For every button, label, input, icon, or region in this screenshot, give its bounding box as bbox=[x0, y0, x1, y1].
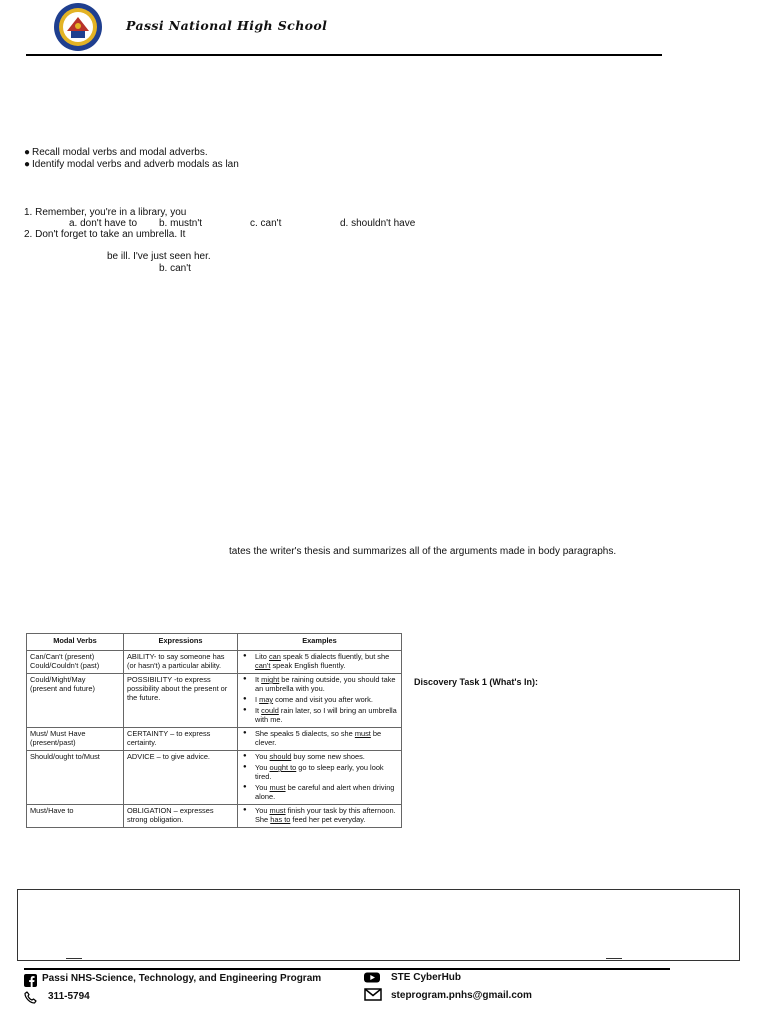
school-name: Passi National High School bbox=[126, 18, 328, 33]
q3-option-b: b. can't bbox=[159, 263, 191, 274]
example-text: finish your task by this afternoon. She bbox=[255, 806, 396, 824]
youtube-icon bbox=[364, 971, 380, 984]
table-row bbox=[27, 751, 402, 805]
example-item bbox=[241, 752, 398, 761]
phone-icon bbox=[24, 991, 37, 1004]
bullet-icon: ● bbox=[24, 147, 31, 158]
examples-cell bbox=[238, 651, 402, 674]
example-text: You bbox=[255, 752, 270, 761]
header-divider bbox=[26, 54, 662, 56]
answer-box bbox=[17, 889, 740, 961]
modal-word: can't bbox=[255, 661, 271, 670]
expression-cell: OBLIGATION – expresses strong obligation. bbox=[124, 805, 238, 828]
examples-list bbox=[241, 652, 398, 670]
example-item bbox=[241, 763, 398, 781]
footer-email-text: steprogram.pnhs@gmail.com bbox=[391, 990, 532, 1001]
modal-verb-cell bbox=[27, 805, 124, 828]
question-2: 2. Don't forget to take an umbrella. It bbox=[24, 229, 186, 240]
modal-verb-line: Should/ought to/Must bbox=[30, 752, 100, 761]
modal-verbs-table bbox=[26, 633, 402, 828]
modal-verb-cell bbox=[27, 674, 124, 728]
question-3-fragment: be ill. I've just seen her. bbox=[107, 251, 211, 262]
question-1: 1. Remember, you're in a library, you bbox=[24, 207, 187, 218]
example-text: speak English fluently. bbox=[270, 661, 346, 670]
q1-option-c: c. can't bbox=[250, 218, 282, 229]
modal-word: ought to bbox=[269, 763, 297, 772]
modal-word: must bbox=[269, 806, 286, 815]
example-item bbox=[241, 652, 398, 670]
modal-verb-cell bbox=[27, 751, 124, 805]
example-text: You bbox=[255, 806, 270, 815]
modal-word: must bbox=[354, 729, 371, 738]
modal-verb-cell bbox=[27, 728, 124, 751]
examples-list bbox=[241, 675, 398, 724]
thesis-text: tates the writer's thesis and summarizes all of the arguments made in body paragraphs. bbox=[229, 546, 617, 557]
examples-list bbox=[241, 752, 398, 801]
answer-blank bbox=[606, 958, 622, 959]
objective-item: ● Identify modal verbs and adverb modals as lan bbox=[24, 159, 239, 170]
table-row bbox=[27, 728, 402, 751]
example-item bbox=[241, 695, 398, 704]
example-text: be clever. bbox=[255, 729, 382, 747]
modal-verb-line: (present and future) bbox=[30, 684, 95, 693]
examples-cell bbox=[238, 751, 402, 805]
table-row bbox=[27, 674, 402, 728]
examples-list bbox=[241, 806, 398, 824]
example-text: I bbox=[255, 695, 260, 704]
modal-word: should bbox=[269, 752, 292, 761]
example-text: speak 5 dialects fluently, but she bbox=[280, 652, 390, 661]
modal-verb-line: Must/Have to bbox=[30, 806, 74, 815]
table-row bbox=[27, 651, 402, 674]
table-header-row bbox=[27, 634, 402, 651]
modal-verb-line: Can/Can't (present) bbox=[30, 652, 95, 661]
objective-item: ● Recall modal verbs and modal adverbs. bbox=[24, 147, 208, 158]
q1-option-b: b. mustn't bbox=[159, 218, 203, 229]
modal-word: might bbox=[261, 675, 280, 684]
school-seal-icon bbox=[53, 2, 103, 52]
expression-cell: CERTAINTY – to express certainty. bbox=[124, 728, 238, 751]
answer-blank bbox=[66, 958, 82, 959]
modal-verb-line: Could/Couldn't (past) bbox=[30, 661, 100, 670]
expression-cell: ABILITY- to say someone has (or hasn't) a particular ability. bbox=[124, 651, 238, 674]
example-item bbox=[241, 675, 398, 693]
example-text: feed her pet everyday. bbox=[290, 815, 366, 824]
q1-option-d: d. shouldn't have bbox=[340, 218, 416, 229]
header-examples: Examples bbox=[238, 634, 402, 651]
example-text: be raining outside, you should take an umbrella with you. bbox=[255, 675, 396, 693]
example-text: You bbox=[255, 763, 270, 772]
header-expressions: Expressions bbox=[124, 634, 238, 651]
modal-word: can bbox=[268, 652, 281, 661]
example-text: You bbox=[255, 783, 270, 792]
modal-verb-line: Could/Might/May bbox=[30, 675, 86, 684]
example-item bbox=[241, 783, 398, 801]
email-icon bbox=[364, 988, 382, 1001]
example-text: It bbox=[255, 706, 262, 715]
example-text: be careful and alert when driving alone. bbox=[255, 783, 395, 801]
bullet-icon: ● bbox=[24, 159, 31, 170]
example-item bbox=[241, 706, 398, 724]
table-row bbox=[27, 805, 402, 828]
modal-word: has to bbox=[270, 815, 291, 824]
example-item bbox=[241, 729, 398, 747]
facebook-icon bbox=[24, 974, 37, 987]
example-text: Lito bbox=[255, 652, 269, 661]
example-text: She speaks 5 dialects, so she bbox=[255, 729, 355, 738]
q1-option-a: a. don't have to bbox=[69, 218, 138, 229]
example-item bbox=[241, 806, 398, 824]
example-text: It bbox=[255, 675, 262, 684]
examples-cell bbox=[238, 805, 402, 828]
footer-facebook-text: Passi NHS-Science, Technology, and Engineering Program bbox=[42, 973, 322, 984]
example-text: go to sleep early, you look tired. bbox=[255, 763, 384, 781]
footer-phone-text: 311-5794 bbox=[48, 991, 90, 1002]
footer-youtube-text: STE CyberHub bbox=[391, 972, 462, 983]
expression-cell: ADVICE – to give advice. bbox=[124, 751, 238, 805]
examples-list bbox=[241, 729, 398, 747]
modal-verb-line: (present/past) bbox=[30, 738, 76, 747]
footer-divider bbox=[24, 968, 670, 970]
example-text: buy some new shoes. bbox=[291, 752, 365, 761]
header-modal-verbs: Modal Verbs bbox=[27, 634, 124, 651]
example-text: come and visit you after work. bbox=[273, 695, 373, 704]
modal-word: may bbox=[259, 695, 274, 704]
example-text: rain later, so I will bring an umbrella with me. bbox=[255, 706, 397, 724]
examples-cell bbox=[238, 674, 402, 728]
modal-word: must bbox=[269, 783, 286, 792]
modal-verb-cell bbox=[27, 651, 124, 674]
modal-word: could bbox=[261, 706, 279, 715]
examples-cell bbox=[238, 728, 402, 751]
discovery-task-label: Discovery Task 1 (What's In): bbox=[414, 677, 539, 687]
modal-verb-line: Must/ Must Have bbox=[30, 729, 86, 738]
expression-cell: POSSIBILITY -to express possibility about the present or the future. bbox=[124, 674, 238, 728]
